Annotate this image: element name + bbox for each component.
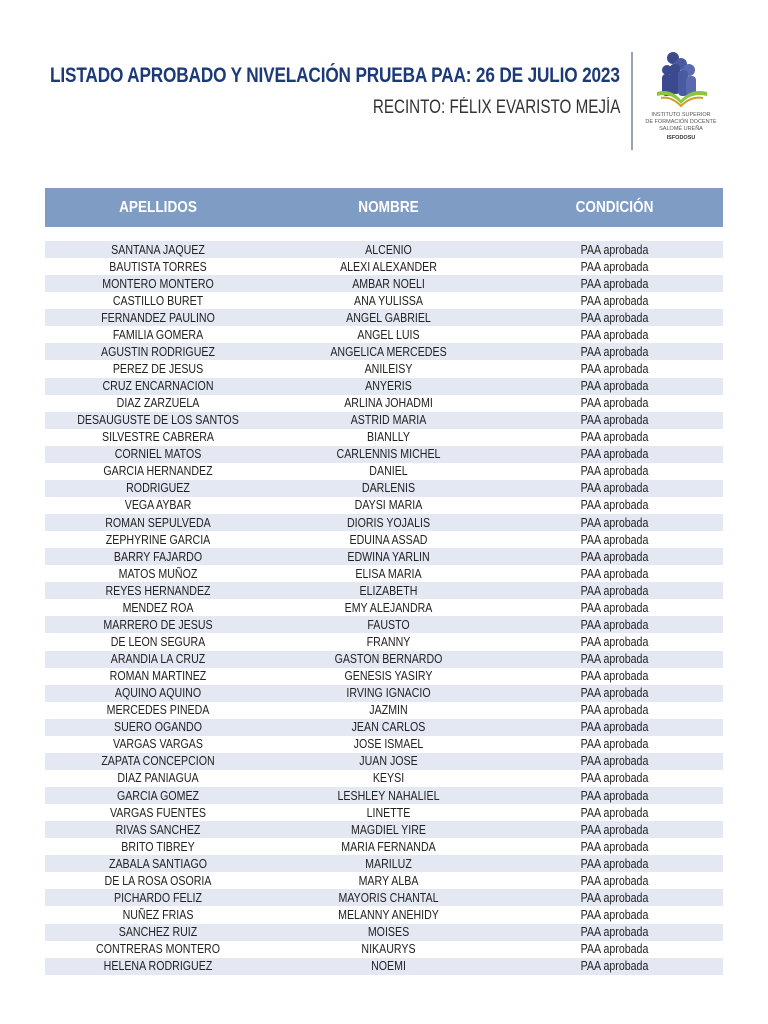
cell-condicion: PAA aprobada <box>580 413 649 428</box>
table-row <box>45 599 723 616</box>
table-row <box>45 616 723 633</box>
cell-apellidos: NUÑEZ FRIAS <box>122 907 194 922</box>
cell-condicion: PAA aprobada <box>580 907 649 922</box>
cell-apellidos: CRUZ ENCARNACION <box>102 379 214 394</box>
cell-nombre: ANGELICA MERCEDES <box>330 344 447 359</box>
cell-nombre: ALEXI ALEXANDER <box>340 259 437 274</box>
cell-nombre: FAUSTO <box>367 617 410 632</box>
cell-condicion: PAA aprobada <box>580 447 649 462</box>
cell-condicion: PAA aprobada <box>580 600 649 615</box>
cell-apellidos: BAUTISTA TORRES <box>109 259 207 274</box>
cell-condicion: PAA aprobada <box>580 703 649 718</box>
cell-nombre: IRVING IGNACIO <box>346 686 431 701</box>
table-row <box>45 395 723 412</box>
cell-apellidos: VEGA AYBAR <box>124 498 192 513</box>
table-row <box>45 548 723 565</box>
cell-condicion: PAA aprobada <box>580 498 649 513</box>
table-row <box>45 292 723 309</box>
cell-nombre: JEAN CARLOS <box>351 720 426 735</box>
cell-condicion: PAA aprobada <box>580 344 649 359</box>
table-row <box>45 787 723 804</box>
column-header-apellidos: APELLIDOS <box>119 198 197 216</box>
table-row <box>45 821 723 838</box>
cell-condicion: PAA aprobada <box>580 720 649 735</box>
cell-apellidos: VARGAS VARGAS <box>113 737 203 752</box>
cell-condicion: PAA aprobada <box>580 481 649 496</box>
table-row <box>45 872 723 889</box>
cell-apellidos: CASTILLO BURET <box>112 293 204 308</box>
cell-nombre: ASTRID MARIA <box>350 413 427 428</box>
page-title: LISTADO APROBADO Y NIVELACIÓN PRUEBA PAA: 26 DE JULIO 2023 <box>50 64 620 87</box>
table-row <box>45 736 723 753</box>
cell-condicion: PAA aprobada <box>580 959 649 974</box>
table-row <box>45 906 723 923</box>
cell-condicion: PAA aprobada <box>580 293 649 308</box>
cell-nombre: ANA YULISSA <box>354 293 423 308</box>
cell-nombre: MARY ALBA <box>358 873 419 888</box>
cell-condicion: PAA aprobada <box>580 890 649 905</box>
table-row <box>45 855 723 872</box>
cell-nombre: MELANNY ANEHIDY <box>338 907 439 922</box>
cell-nombre: BIANLLY <box>367 430 410 445</box>
cell-nombre: DAYSI MARIA <box>354 498 423 513</box>
cell-nombre: ALCENIO <box>365 242 412 257</box>
isfodosu-logo <box>645 50 717 150</box>
cell-apellidos: HELENA RODRIGUEZ <box>103 959 213 974</box>
cell-apellidos: AGUSTIN RODRIGUEZ <box>101 344 215 359</box>
cell-nombre: JOSE ISMAEL <box>353 737 424 752</box>
cell-apellidos: ZEPHYRINE GARCIA <box>105 532 211 547</box>
cell-apellidos: REYES HERNANDEZ <box>105 583 211 598</box>
cell-apellidos: CORNIEL MATOS <box>114 447 202 462</box>
table-row <box>45 343 723 360</box>
cell-nombre: EDUINA ASSAD <box>349 532 428 547</box>
cell-nombre: FRANNY <box>366 634 411 649</box>
cell-condicion: PAA aprobada <box>580 634 649 649</box>
table-row <box>45 531 723 548</box>
cell-condicion: PAA aprobada <box>580 464 649 479</box>
cell-apellidos: MENDEZ ROA <box>122 600 194 615</box>
table-row <box>45 309 723 326</box>
cell-apellidos: SANTANA JAQUEZ <box>111 242 205 257</box>
cell-condicion: PAA aprobada <box>580 737 649 752</box>
cell-apellidos: GARCIA HERNANDEZ <box>103 464 213 479</box>
cell-apellidos: PEREZ DE JESUS <box>112 361 204 376</box>
table-row <box>45 463 723 480</box>
cell-nombre: NOEMI <box>371 959 406 974</box>
cell-apellidos: ROMAN SEPULVEDA <box>105 515 211 530</box>
cell-condicion: PAA aprobada <box>580 617 649 632</box>
cell-apellidos: SANCHEZ RUIZ <box>118 925 198 940</box>
cell-apellidos: DIAZ ZARZUELA <box>116 396 200 411</box>
cell-nombre: JUAN JOSE <box>359 754 418 769</box>
cell-condicion: PAA aprobada <box>580 259 649 274</box>
cell-nombre: DIORIS YOJALIS <box>346 515 431 530</box>
table-row <box>45 804 723 821</box>
cell-nombre: ELISA MARIA <box>355 566 422 581</box>
table-row <box>45 241 723 258</box>
logo-line-1: INSTITUTO SUPERIOR <box>651 112 711 118</box>
cell-nombre: MARIA FERNANDA <box>341 839 436 854</box>
cell-nombre: GENESIS YASIRY <box>344 669 433 684</box>
cell-condicion: PAA aprobada <box>580 686 649 701</box>
cell-condicion: PAA aprobada <box>580 327 649 342</box>
table-row <box>45 497 723 514</box>
logo-line-2: DE FORMACIÓN DOCENTE <box>645 119 717 125</box>
cell-condicion: PAA aprobada <box>580 276 649 291</box>
cell-nombre: LESHLEY NAHALIEL <box>337 788 440 803</box>
cell-nombre: JAZMIN <box>369 703 408 718</box>
cell-nombre: KEYSI <box>372 771 405 786</box>
cell-condicion: PAA aprobada <box>580 566 649 581</box>
cell-condicion: PAA aprobada <box>580 839 649 854</box>
table-row <box>45 582 723 599</box>
cell-apellidos: GARCIA GOMEZ <box>116 788 200 803</box>
cell-condicion: PAA aprobada <box>580 361 649 376</box>
table-row <box>45 326 723 343</box>
cell-apellidos: FAMILIA GOMERA <box>112 327 204 342</box>
cell-apellidos: MERCEDES PINEDA <box>106 703 210 718</box>
cell-apellidos: AQUINO AQUINO <box>114 686 202 701</box>
cell-apellidos: ZABALA SANTIAGO <box>108 856 208 871</box>
table-row <box>45 275 723 292</box>
cell-apellidos: VARGAS FUENTES <box>109 805 207 820</box>
cell-condicion: PAA aprobada <box>580 652 649 667</box>
cell-nombre: ANGEL LUIS <box>357 327 420 342</box>
table-row <box>45 514 723 531</box>
cell-nombre: MAYORIS CHANTAL <box>338 890 439 905</box>
cell-condicion: PAA aprobada <box>580 242 649 257</box>
column-header-condicion: CONDICIÓN <box>575 198 654 216</box>
table-row <box>45 941 723 958</box>
cell-apellidos: RODRIGUEZ <box>126 481 190 496</box>
table-row <box>45 429 723 446</box>
table-row <box>45 412 723 429</box>
cell-nombre: AMBAR NOELI <box>352 276 425 291</box>
cell-apellidos: ROMAN MARTINEZ <box>109 669 207 684</box>
table-header <box>45 188 723 227</box>
cell-apellidos: DIAZ PANIAGUA <box>117 771 199 786</box>
cell-apellidos: BARRY FAJARDO <box>113 549 203 564</box>
table-row <box>45 770 723 787</box>
cell-nombre: MARILUZ <box>365 856 412 871</box>
cell-apellidos: ZAPATA CONCEPCION <box>101 754 215 769</box>
cell-condicion: PAA aprobada <box>580 532 649 547</box>
cell-nombre: GASTON BERNARDO <box>334 652 443 667</box>
logo-people-book-icon <box>653 50 709 112</box>
cell-apellidos: DE LEON SEGURA <box>110 634 206 649</box>
cell-nombre: MOISES <box>367 925 410 940</box>
table-row <box>45 719 723 736</box>
cell-apellidos: MONTERO MONTERO <box>102 276 214 291</box>
column-header-nombre: NOMBRE <box>358 198 419 216</box>
cell-condicion: PAA aprobada <box>580 515 649 530</box>
table-row <box>45 753 723 770</box>
cell-apellidos: PICHARDO FELIZ <box>114 890 202 905</box>
table-row <box>45 446 723 463</box>
cell-condicion: PAA aprobada <box>580 379 649 394</box>
cell-nombre: MAGDIEL YIRE <box>350 822 426 837</box>
cell-apellidos: FERNANDEZ PAULINO <box>101 310 215 325</box>
cell-condicion: PAA aprobada <box>580 822 649 837</box>
cell-nombre: ANILEISY <box>364 361 413 376</box>
table-row <box>45 668 723 685</box>
cell-apellidos: ARANDIA LA CRUZ <box>110 652 206 667</box>
cell-condicion: PAA aprobada <box>580 942 649 957</box>
table-row <box>45 565 723 582</box>
cell-condicion: PAA aprobada <box>580 396 649 411</box>
cell-nombre: NIKAURYS <box>361 942 416 957</box>
cell-nombre: CARLENNIS MICHEL <box>336 447 441 462</box>
cell-nombre: DANIEL <box>369 464 408 479</box>
table-row <box>45 924 723 941</box>
cell-nombre: ARLINA JOHADMI <box>344 396 433 411</box>
cell-nombre: LINETTE <box>366 805 411 820</box>
cell-apellidos: MARRERO DE JESUS <box>103 617 213 632</box>
cell-apellidos: SUERO OGANDO <box>114 720 202 735</box>
table-body <box>45 241 723 975</box>
cell-condicion: PAA aprobada <box>580 856 649 871</box>
table-row <box>45 360 723 377</box>
cell-nombre: ANYERIS <box>365 379 412 394</box>
cell-nombre: EDWINA YARLIN <box>347 549 430 564</box>
cell-condicion: PAA aprobada <box>580 310 649 325</box>
cell-nombre: DARLENIS <box>361 481 416 496</box>
cell-condicion: PAA aprobada <box>580 549 649 564</box>
cell-condicion: PAA aprobada <box>580 805 649 820</box>
logo-acronym: ISFODOSU <box>666 135 696 141</box>
logo-line-3: SALOMÉ UREÑA <box>659 126 703 132</box>
cell-condicion: PAA aprobada <box>580 754 649 769</box>
table-row <box>45 480 723 497</box>
cell-apellidos: DE LA ROSA OSORIA <box>104 873 212 888</box>
table-row <box>45 685 723 702</box>
table-row <box>45 889 723 906</box>
cell-condicion: PAA aprobada <box>580 771 649 786</box>
cell-apellidos: MATOS MUÑOZ <box>118 566 198 581</box>
cell-nombre: ANGEL GABRIEL <box>346 310 431 325</box>
cell-condicion: PAA aprobada <box>580 873 649 888</box>
cell-apellidos: BRITO TIBREY <box>121 839 195 854</box>
header-divider <box>631 52 633 150</box>
table-row <box>45 838 723 855</box>
cell-condicion: PAA aprobada <box>580 430 649 445</box>
table-row <box>45 958 723 975</box>
page-subtitle: RECINTO: FÉLIX EVARISTO MEJÍA <box>372 97 620 118</box>
cell-apellidos: SILVESTRE CABRERA <box>101 430 214 445</box>
cell-apellidos: CONTRERAS MONTERO <box>96 942 220 957</box>
cell-condicion: PAA aprobada <box>580 788 649 803</box>
table-row <box>45 651 723 668</box>
cell-apellidos: DESAUGUSTE DE LOS SANTOS <box>77 413 239 428</box>
cell-condicion: PAA aprobada <box>580 583 649 598</box>
cell-condicion: PAA aprobada <box>580 669 649 684</box>
cell-condicion: PAA aprobada <box>580 925 649 940</box>
table-row <box>45 633 723 650</box>
table-row <box>45 258 723 275</box>
cell-nombre: EMY ALEJANDRA <box>344 600 433 615</box>
table-row <box>45 378 723 395</box>
cell-nombre: ELIZABETH <box>359 583 418 598</box>
table-row <box>45 702 723 719</box>
cell-apellidos: RIVAS SANCHEZ <box>115 822 201 837</box>
